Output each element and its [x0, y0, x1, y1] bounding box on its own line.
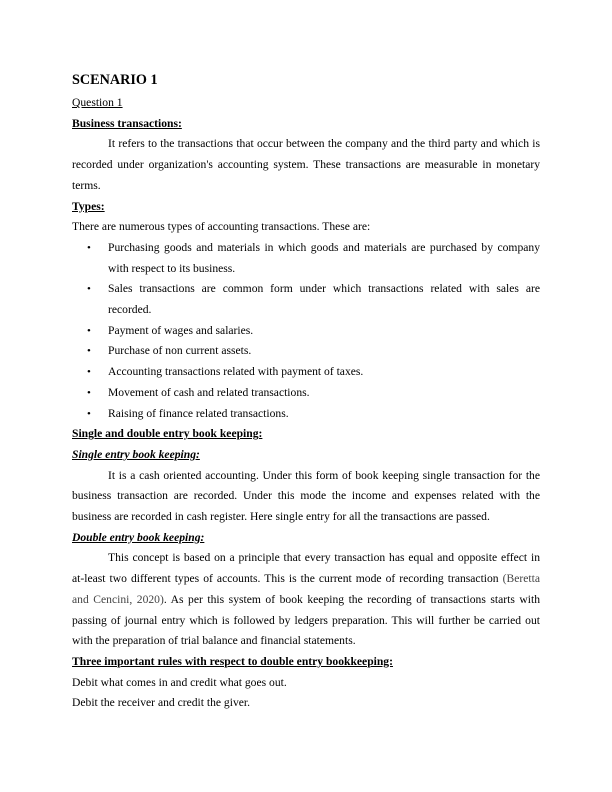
list-item	[72, 321, 540, 342]
bullet-icon: •	[87, 345, 91, 358]
rules-heading: Three important rules with respect to double entry bookkeeping:	[72, 654, 393, 668]
list-item-text: Accounting transactions related with payment of taxes.	[108, 365, 364, 379]
list-item	[72, 362, 540, 383]
bullet-icon: •	[87, 366, 91, 379]
list-item	[72, 238, 540, 279]
double-entry-text-part-2: . As per this system of book keeping the recording of transactions starts with passing of journal entry which is followed by ledgers preparation. This will further be carried out with the preparation of trial balance and financial statements.	[72, 592, 540, 648]
citation: (Beretta and Cencini, 2020)	[72, 572, 540, 606]
list-item-text: Sales transactions are common form under which transactions related with sales are recorded.	[108, 282, 540, 317]
list-item-text: Payment of wages and salaries.	[108, 323, 254, 337]
bullet-icon: •	[87, 283, 91, 296]
list-item	[72, 341, 540, 362]
rule-1: Debit what comes in and credit what goes out.	[72, 675, 287, 689]
single-entry-paragraph: It is a cash oriented accounting. Under this form of book keeping single transaction for the business transaction are recorded. Under this mode the income and expenses related with the business are recorded in cash register. Here single entry for all the transactions are passed.	[72, 468, 540, 524]
list-item-text: Raising of finance related transactions.	[108, 406, 289, 420]
double-entry-heading: Double entry book keeping:	[72, 530, 205, 544]
rule-2: Debit the receiver and credit the giver.	[72, 696, 251, 710]
double-entry-paragraph	[72, 548, 540, 652]
double-entry-text-part-1: This concept is based on a principle that every transaction has equal and opposite effect in at-least two different types of accounts. This is the current mode of recording transaction	[72, 551, 540, 586]
bullet-icon: •	[87, 241, 91, 254]
types-list	[72, 238, 540, 424]
single-entry-heading: Single entry book keeping:	[72, 447, 200, 461]
scenario-title: SCENARIO 1	[72, 72, 158, 88]
list-item-text: Movement of cash and related transactions.	[108, 385, 310, 399]
bullet-icon: •	[87, 386, 91, 399]
types-intro: There are numerous types of accounting transactions. These are:	[72, 220, 371, 234]
business-transactions-paragraph: It refers to the transactions that occur between the company and the third party and which is recorded under organization's accounting system. These transactions are measurable in monetary terms.	[72, 137, 540, 192]
list-item-text: Purchase of non current assets.	[108, 344, 252, 358]
single-double-heading: Single and double entry book keeping:	[72, 427, 263, 441]
list-item	[72, 404, 540, 425]
list-item-text: Purchasing goods and materials in which goods and materials are purchased by company with respect to its business.	[108, 240, 540, 275]
list-item	[72, 279, 540, 320]
bullet-icon: •	[87, 407, 91, 420]
list-item	[72, 383, 540, 404]
business-transactions-heading: Business transactions:	[72, 116, 182, 130]
question-label: Question 1	[72, 96, 123, 109]
bullet-icon: •	[87, 324, 91, 337]
types-heading: Types:	[72, 199, 105, 213]
document-page	[72, 70, 540, 714]
